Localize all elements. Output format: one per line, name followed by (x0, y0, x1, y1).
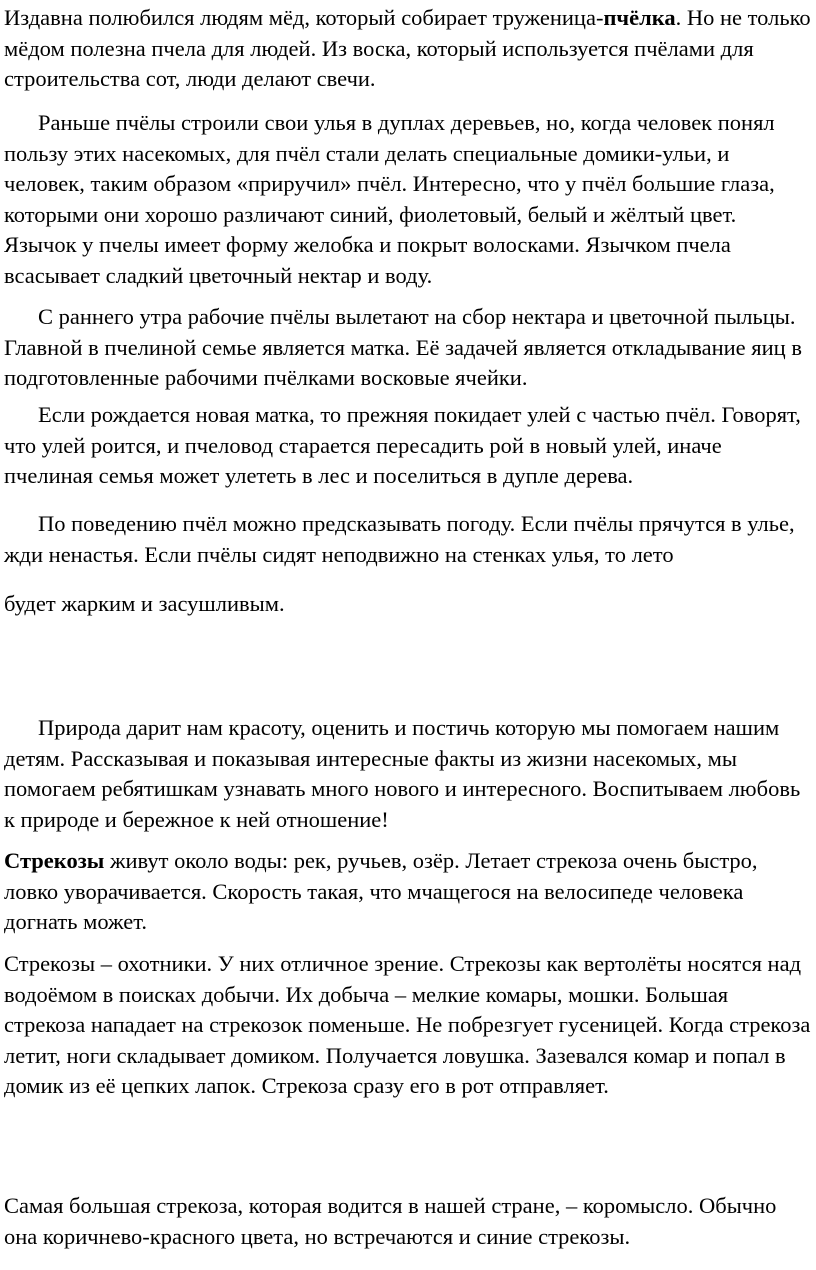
paragraph-nature: Природа дарит нам красоту, оценить и постичь которую мы помогаем нашим детям. Рассказывая и показывая интересные факты из жизни насекомых, мы помогаем ребятишкам узнавать много нового и интересного. Воспитываем любовь к природе и бережное к ней отношение! (4, 715, 801, 832)
paragraph-dragonfly-hunting: Стрекозы – охотники. У них отличное зрение. Стрекозы как вертолёты носятся над водоёмом в поисках добычи. Их добыча – мелкие комары, мошки. Большая стрекоза нападает на стрекозок поменьше. Не побрезгует гусеницей. Когда стрекоза летит, ноги складывает домиком. Получается ловушка. Зазевался комар и попал в домик из её цепких лапок. Стрекоза сразу его в рот отправляет. (4, 951, 811, 1098)
paragraph-bee-weather: По поведению пчёл можно предсказывать погоду. Если пчёлы прячутся в улье, жди ненастья. Если пчёлы сидят неподвижно на стенках улья, то лето (4, 511, 795, 567)
paragraph-text: . Но не только мёдом полезна пчела для людей. Из воска, который используется пчёлами для строительства сот, люди делают свечи. (4, 5, 811, 91)
paragraph-text: Издавна полюбился людям мёд, который собирает труженица- (4, 5, 604, 30)
paragraph-dragonfly-habitat (4, 846, 812, 938)
paragraph-bee-honey (4, 3, 812, 95)
bold-term-dragonflies: Стрекозы (4, 848, 105, 873)
paragraph-bee-hives: Раньше пчёлы строили свои улья в дуплах деревьев, но, когда человек понял пользу этих насекомых, для пчёл стали делать специальные домики-ульи, и человек, таким образом «приручил» пчёл. Интересно, что у пчёл большие глаза, которыми они хорошо различают синий, фиолетовый, белый и жёлтый цвет. Язычок у пчелы имеет форму желобка и покрыт волосками. Язычком пчела всасывает сладкий цветочный нектар и воду. (4, 110, 775, 288)
paragraph-bee-work: С раннего утра рабочие пчёлы вылетают на сбор нектара и цветочной пыльцы. Главной в пчелиной семье является матка. Её задачей является откладывание яиц в подготовленные рабочими пчёлками восковые ячейки. (4, 304, 802, 390)
paragraph-bee-swarm: Если рождается новая матка, то прежняя покидает улей с частью пчёл. Говорят, что улей роится, и пчеловод старается пересадить рой в новый улей, иначе пчелиная семья может улететь в лес и поселиться в дупле дерева. (4, 402, 801, 488)
paragraph-bee-weather-continuation: будет жарким и засушливым. (4, 591, 285, 616)
paragraph-text: живут около воды: рек, ручьев, озёр. Летает стрекоза очень быстро, ловко уворачивается. Скорость такая, что мчащегося на велосипеде человека догнать может. (4, 848, 758, 934)
paragraph-dragonfly-largest: Самая большая стрекоза, которая водится в нашей стране, – коромысло. Обычно она коричнево-красного цвета, но встречаются и синие стрекозы. (4, 1193, 777, 1249)
bold-term-bee: пчёлка (603, 5, 676, 30)
